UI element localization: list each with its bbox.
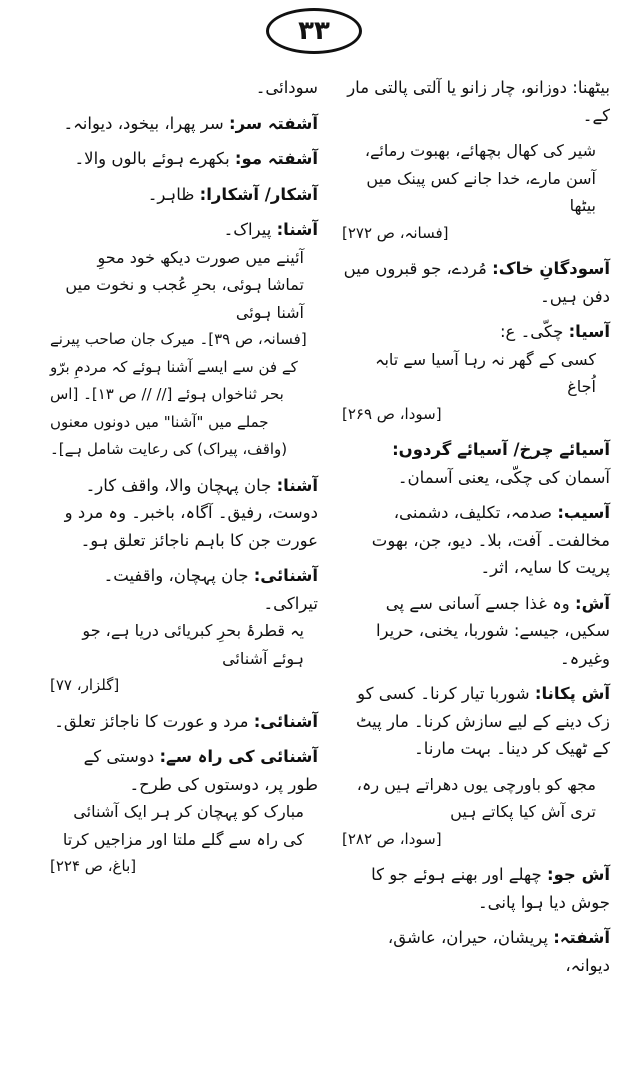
dictionary-entry [342,499,610,582]
dictionary-entry [342,924,610,979]
entry-headword: آشنا: [276,220,318,239]
entry-definition: ظاہر۔ [147,184,195,204]
entry-definition: بیٹھنا: دوزانو، چار زانو یا آلتی پالتی مار کے۔ [347,78,610,125]
dictionary-entry [342,74,610,129]
entry-reference: [باغ، ص ۲۲۴] [50,857,137,875]
entry-quote: آئینے میں صورت دیکھ خود محوِ تماشا ہوئی، بحرِ عُجب و نخوت میں آشنا ہوئی [65,247,304,322]
entry-headword: آسیب: [557,503,610,522]
dictionary-entry [342,771,610,854]
entry-definition: چکّی۔ ع: [499,322,564,341]
entry-quote: مبارک کو پہچان کر ہر ایک آشنائی کی راہ سے گلے ملتا اور مزاجیں کرتا [62,802,304,849]
entry-definition: سر پھرا، بیخود، دیوانہ۔ [63,113,224,133]
dictionary-entry [50,216,318,464]
entry-quote: کسی کے گھر نہ رہا آسیا سے تابہ اُجاغ [375,349,596,396]
entry-reference: [گلزار، ۷۷] [50,676,120,694]
entry-definition: بکھرے ہوئے بالوں والا۔ [74,149,230,168]
entry-definition: دوستی کے طور پر، دوستوں کی طرح۔ [83,747,318,794]
entry-reference: [فسانہ، ص ۳۹]۔ میرک جان صاحب پیرنے کے فن سے ایسے آشنا ہوئے کہ مردمِ برّو بحر ثناخواں ہوئے [// // ص ۱۳]۔ [اس جملے میں "آشنا" میں دونوں معنوں (واقف، پیراک) کی رعایت شامل ہے]۔ [50,330,307,458]
entry-headword: آسیا: [568,322,610,341]
entry-reference: [فسانہ، ص ۲۷۲] [342,223,449,242]
entry-headword: آشفتہ سر: [229,113,318,133]
entry-headword: آشنائی کی راہ سے: [159,747,318,766]
dictionary-entry [50,110,318,138]
entry-definition: مُردے، جو قبروں میں دفن ہیں۔ [343,259,610,306]
dictionary-entry [342,590,610,673]
entry-headword: آشفتہ مو: [234,149,318,168]
entry-definition: وہ غذا جسے آسانی سے پی سکیں، جیسے: شوربا، یخنی، حریرا وغیرہ۔ [375,593,610,668]
entry-headword: آش پکانا: [534,684,610,703]
entry-headword: آش جو: [546,865,610,884]
dictionary-entry [50,708,318,736]
entry-headword: آشنائی: [253,566,318,585]
entry-definition: جان پہچان، واقفیت۔ تیراکی۔ [103,566,318,613]
dictionary-entry [50,472,318,555]
dictionary-entry [50,743,318,881]
entry-definition: مرد و عورت کا ناجائز تعلق۔ [54,711,249,731]
entry-quote: مجھ کو باورچی یوں دھراتے ہیں رہ، تری آش کیا پکاتے ہیں [356,774,596,821]
entry-definition: سودائی۔ [255,78,318,97]
entry-quote: یہ قطرۂ بحرِ کبریائی دریا ہے، جو ہوئے آشنائی [82,621,304,668]
entry-headword: آش: [574,593,610,613]
dictionary-entry [342,680,610,763]
entry-definition: صدمہ، تکلیف، دشمنی، مخالفت۔ آفت، بلا۔ دیو، جن، بھوت پریت کا سایہ، اثر۔ [371,503,610,577]
entry-reference: [سودا، ص ۲۶۹] [342,404,442,423]
dictionary-entry [342,436,610,491]
entry-definition: چھلے اور بھنے ہوئے جو کا جوش دیا ہوا پانی۔ [371,865,610,912]
entry-headword: آسیائے چرخ/ آسیائے گردوں: [392,440,610,459]
dictionary-entry [50,562,318,700]
entry-definition: جان پہچان والا، واقف کار۔ دوست، رفیق۔ آگاہ، باخبر۔ وہ مرد و عورت جن کا باہم ناجائز تعلق ہو۔ [64,475,318,550]
dictionary-entry [342,255,610,310]
dictionary-entry [50,74,318,102]
dictionary-entry [342,137,610,247]
dictionary-entry [342,318,610,428]
left-column [50,74,318,889]
dictionary-entry [50,181,318,209]
dictionary-entry [50,145,318,173]
entry-headword: آشنا: [276,475,318,495]
entry-headword: آشنائی: [253,711,318,731]
entry-definition: پریشان، حیران، عاشق، دیوانہ، [387,928,610,975]
dictionary-entry [342,861,610,916]
entry-definition: آسمان کی چکّی، یعنی آسمان۔ [397,467,610,487]
entry-headword: آشفتہ: [553,928,610,947]
entry-quote: شیر کی کھال بچھائے، بھبوت رمائے، آسن مارے، خدا جانے کس پینک میں بیٹھا [364,141,596,215]
entry-definition: پیراک۔ [223,220,272,239]
entry-headword: آسودگانِ خاک: [492,259,610,278]
entry-headword: آشکار/ آشکارا: [199,184,318,204]
entry-reference: [سودا، ص ۲۸۲] [342,829,442,848]
right-column [342,74,610,987]
entry-definition: شوربا تیار کرنا۔ کسی کو زک دینے کے لیے سازش کرنا۔ مار پیٹ کے ٹھیک کر دینا۔ بہت مارنا۔ [355,684,610,758]
page-number: ۳۳ [266,8,362,54]
